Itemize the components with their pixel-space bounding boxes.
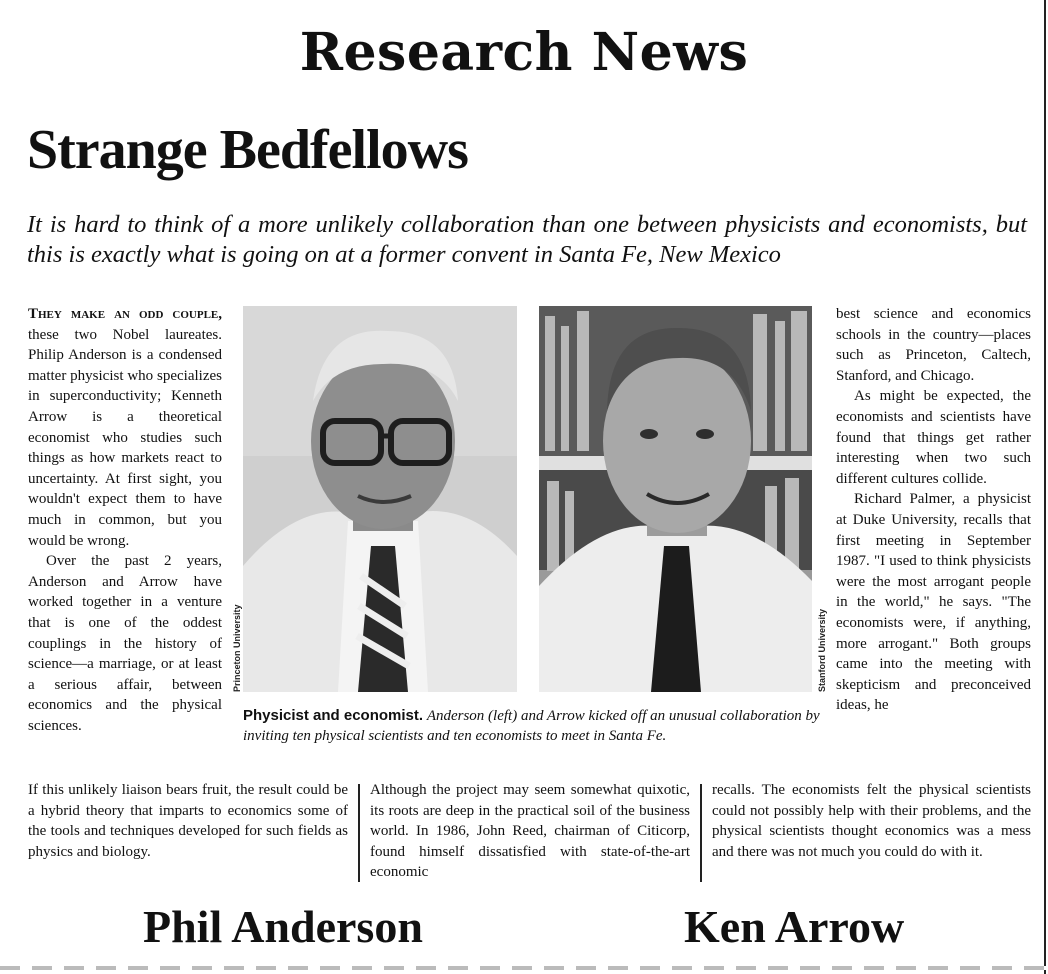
bottom-column-left: If this unlikely liaison bears fruit, the result could be a hybrid theory that imparts to economics some of the tools and techniques developed for such fields as physics and biology. xyxy=(28,782,348,860)
column-right-paragraph-2: As might be expected, the economists and scientists have found that things get rather interesting when two such different cultures collide. xyxy=(836,388,1031,487)
lead-in: They make an odd couple, xyxy=(28,306,222,322)
bottom-column-right: recalls. The economists felt the physical scientists could not possibly help with their problems, and the physical scientists thought economics was a mess and there was not much you could do with it. xyxy=(712,782,1031,860)
column-left-paragraph-1 xyxy=(28,304,222,551)
name-label-right: Ken Arrow xyxy=(684,901,905,952)
column-divider-1 xyxy=(358,784,360,882)
article-headline: Strange Bedfellows xyxy=(27,119,468,181)
column-left-paragraph-1-text: these two Nobel laureates. Philip Anderson is a condensed matter physicist who specializes in superconductivity; Kenneth Arrow is a theoretical economist who studies such things as how markets react to uncertainty. At first sight, you wouldn't expect them to have much in common, but you would be wrong. xyxy=(28,326,222,549)
anderson-portrait-illustration xyxy=(243,306,517,692)
caption-body: Anderson (left) and Arrow kicked off an unusual collaboration by inviting ten physical scientists and ten economists to meet in Santa Fe. xyxy=(243,708,820,744)
column-right-paragraph-1: best science and economics schools in the country—places such as Princeton, Caltech, Stanford, and Chicago. xyxy=(836,306,1031,384)
page-edge-rule xyxy=(1044,0,1046,974)
column-divider-2 xyxy=(700,784,702,882)
column-right-upper xyxy=(836,304,1031,716)
arrow-portrait-illustration xyxy=(539,306,812,692)
column-left xyxy=(28,304,222,736)
photo-credit-right: Stanford University xyxy=(817,608,827,692)
photo-credit-left: Princeton University xyxy=(232,604,242,692)
photo-arrow xyxy=(539,306,812,692)
name-label-left: Phil Anderson xyxy=(143,901,423,952)
photo-anderson xyxy=(243,306,517,692)
bottom-column-middle: Although the project may seem somewhat quixotic, its roots are deep in the practical soil of the business world. In 1986, John Reed, chairman of Citicorp, found himself dissatisfied with state-of-the-art economic xyxy=(370,782,690,881)
section-title: Research News xyxy=(299,22,749,83)
caption-heading: Physicist and economist. xyxy=(243,707,424,724)
bottom-edge-border xyxy=(0,966,1048,970)
column-left-paragraph-2: Over the past 2 years, Anderson and Arrow have worked together in a venture that is one of the oddest couplings in the history of science—a marriage, or at least a serious affair, between economics and the physical sciences. xyxy=(28,553,222,734)
column-right-paragraph-3: Richard Palmer, a physicist at Duke University, recalls that first meeting in September 1987. "I used to think physicists were the most arrogant people in the world," he says. "The economists were, if anything, more arrogant." Both groups came into the meeting with skepticism and preconceived ideas, he xyxy=(836,491,1031,714)
photo-caption xyxy=(243,706,823,746)
article-deck: It is hard to think of a more unlikely collaboration than one between physicists and economists, but this is exactly what is going on at a former convent in Santa Fe, New Mexico xyxy=(27,211,1027,268)
